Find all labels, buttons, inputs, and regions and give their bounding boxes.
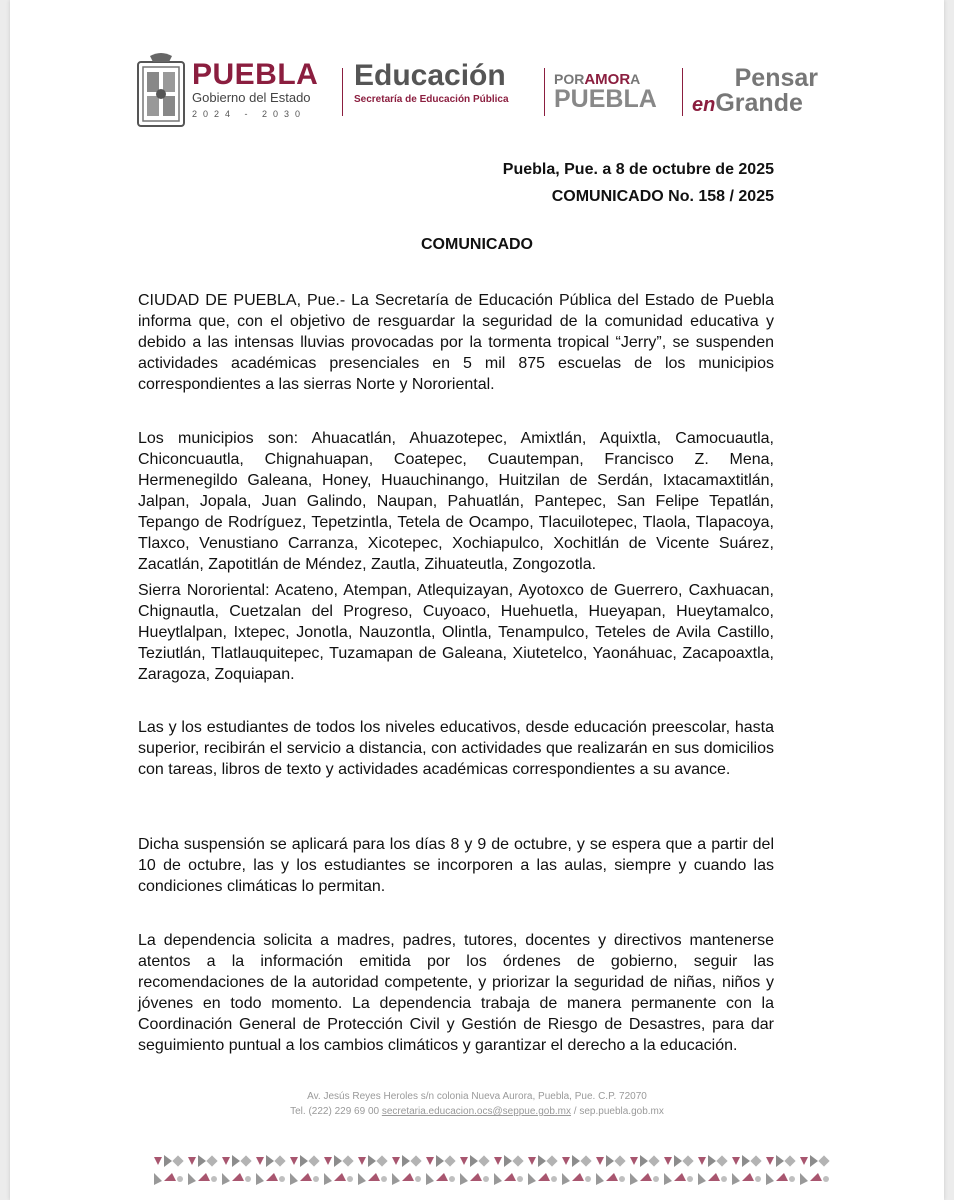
paragraph-estudiantes: Las y los estudiantes de todos los niveles educativos, desde educación preescolar, hasta superior, recibirán el servicio a distancia, con actividades que realizarán en sus domicilios con tareas, libros de texto y actividades académicas correspondientes a su avance. bbox=[138, 719, 774, 778]
educacion-wordmark: Educación bbox=[354, 59, 506, 92]
footer-separator: / bbox=[571, 1106, 580, 1117]
decorative-pattern-icon bbox=[152, 1151, 832, 1187]
paragraph-municipios: Los municipios son: Ahuacatlán, Ahuazotepec, Amixtlán, Aquixtla, Camocuautla, Chiconcuautla, Chignahuapan, Coatepec, Cuautempan, Francisco Z. Mena, Hermenegildo Galeana, Honey, Huauchinango, Huitzilan de Serdán, Ixtacamaxtitlán, Jalpan, Jopala, Juan Galindo, Naupan, Pahuatlán, Pantepec, San Felipe Tepatlán, Tepango de Rodríguez, Tepetzintla, Tetela de Ocampo, Tlacuilotepec, Tlaola, Tlapacoya, Tlaxco, Venustiano Carranza, Xicotepec, Xochiapulco, Xochitlán de Vicente Suárez, Zacatlán, Zapotitlán de Méndez, Zautla, Zihuateutla, Zongozotla. bbox=[138, 430, 774, 573]
educacion-logo bbox=[354, 60, 509, 106]
en-grande-line: enGrande bbox=[692, 89, 803, 117]
logo-divider bbox=[342, 68, 343, 116]
page-title: COMUNICADO bbox=[421, 236, 533, 253]
footer-tel: Tel. (222) 229 69 00 bbox=[290, 1106, 380, 1117]
logo-divider bbox=[544, 68, 545, 116]
pensar-word: Pensar bbox=[734, 64, 818, 92]
paragraph-dependencia: La dependencia solicita a madres, padres, tutores, docentes y directivos mantenerse atentos a la información emitida por los órdenes de gobierno, seguir las recomendaciones de la autoridad competente, y priorizar la seguridad de niñas, niños y jóvenes en todo momento. La dependencia trabaja de manera permanente con la Coordinación General de Protección Civil y Gestión de Riesgo de Desastres, para dar seguimiento puntual a los cambios climáticos y garantizar el derecho a la educación. bbox=[138, 932, 774, 1054]
por-amor-top: PORAMORA bbox=[554, 71, 641, 88]
paragraph-suspension: Dicha suspensión se aplicará para los días 8 y 9 de octubre, y se espera que a partir del 10 de octubre, las y los estudiantes se incorporen a las aulas, siempre y cuando las condiciones climáticas lo permitan. bbox=[138, 836, 774, 895]
date-line: Puebla, Pue. a 8 de octubre de 2025 bbox=[502, 161, 774, 178]
years-label: 2024 - 2030 bbox=[192, 109, 307, 119]
communique-number: COMUNICADO No. 158 / 2025 bbox=[551, 188, 774, 205]
letterhead bbox=[136, 48, 836, 138]
footer-contact bbox=[10, 1089, 944, 1119]
secretaria-label: Secretaría de Educación Pública bbox=[354, 94, 509, 105]
footer-contact-line bbox=[10, 1104, 944, 1119]
footer-email-link[interactable]: secretaria.educacion.ocs@seppue.gob.mx bbox=[381, 1106, 572, 1117]
puebla-wordmark: PUEBLA bbox=[192, 58, 319, 91]
communique-meta bbox=[503, 156, 774, 210]
logo-divider bbox=[682, 68, 683, 116]
coat-of-arms-icon bbox=[136, 52, 186, 130]
pensar-en-grande-logo bbox=[692, 66, 842, 118]
document-page bbox=[10, 0, 944, 1200]
paragraph-intro: CIUDAD DE PUEBLA, Pue.- La Secretaría de Educación Pública del Estado de Puebla informa que, con el objetivo de resguardar la seguridad de la comunidad educativa y debido a las intensas lluvias provocadas por la tormenta tropical “Jerry”, se suspenden actividades académicas presenciales en 5 mil 875 escuelas de los municipios correspondientes a las sierras Norte y Nororiental. bbox=[138, 292, 774, 393]
por-amor-puebla: PUEBLA bbox=[554, 85, 657, 113]
por-amor-logo bbox=[554, 72, 676, 111]
footer-website-link[interactable]: sep.puebla.gob.mx bbox=[579, 1106, 664, 1117]
gobierno-logo bbox=[192, 60, 318, 120]
footer-address: Av. Jesús Reyes Heroles s/n colonia Nueva Aurora, Puebla, Pue. C.P. 72070 bbox=[307, 1091, 647, 1102]
paragraph-sierra-nororiental: Sierra Nororiental: Acateno, Atempan, Atlequizayan, Ayotoxco de Guerrero, Caxhuacan, Chignautla, Cuetzalan del Progreso, Cuyoaco, Huehuetla, Hueyapan, Hueytamalco, Hueytlalpan, Ixtepec, Jonotla, Nauzontla, Olintla, Tenampulco, Teteles de Avila Castillo, Teziutlán, Tlatlauquitepec, Tuzamapan de Galeana, Xiutetelco, Yaonáhuac, Zacapoaxtla, Zaragoza, Zoquiapan. bbox=[138, 582, 774, 683]
gobierno-label: Gobierno del Estado bbox=[192, 90, 311, 105]
